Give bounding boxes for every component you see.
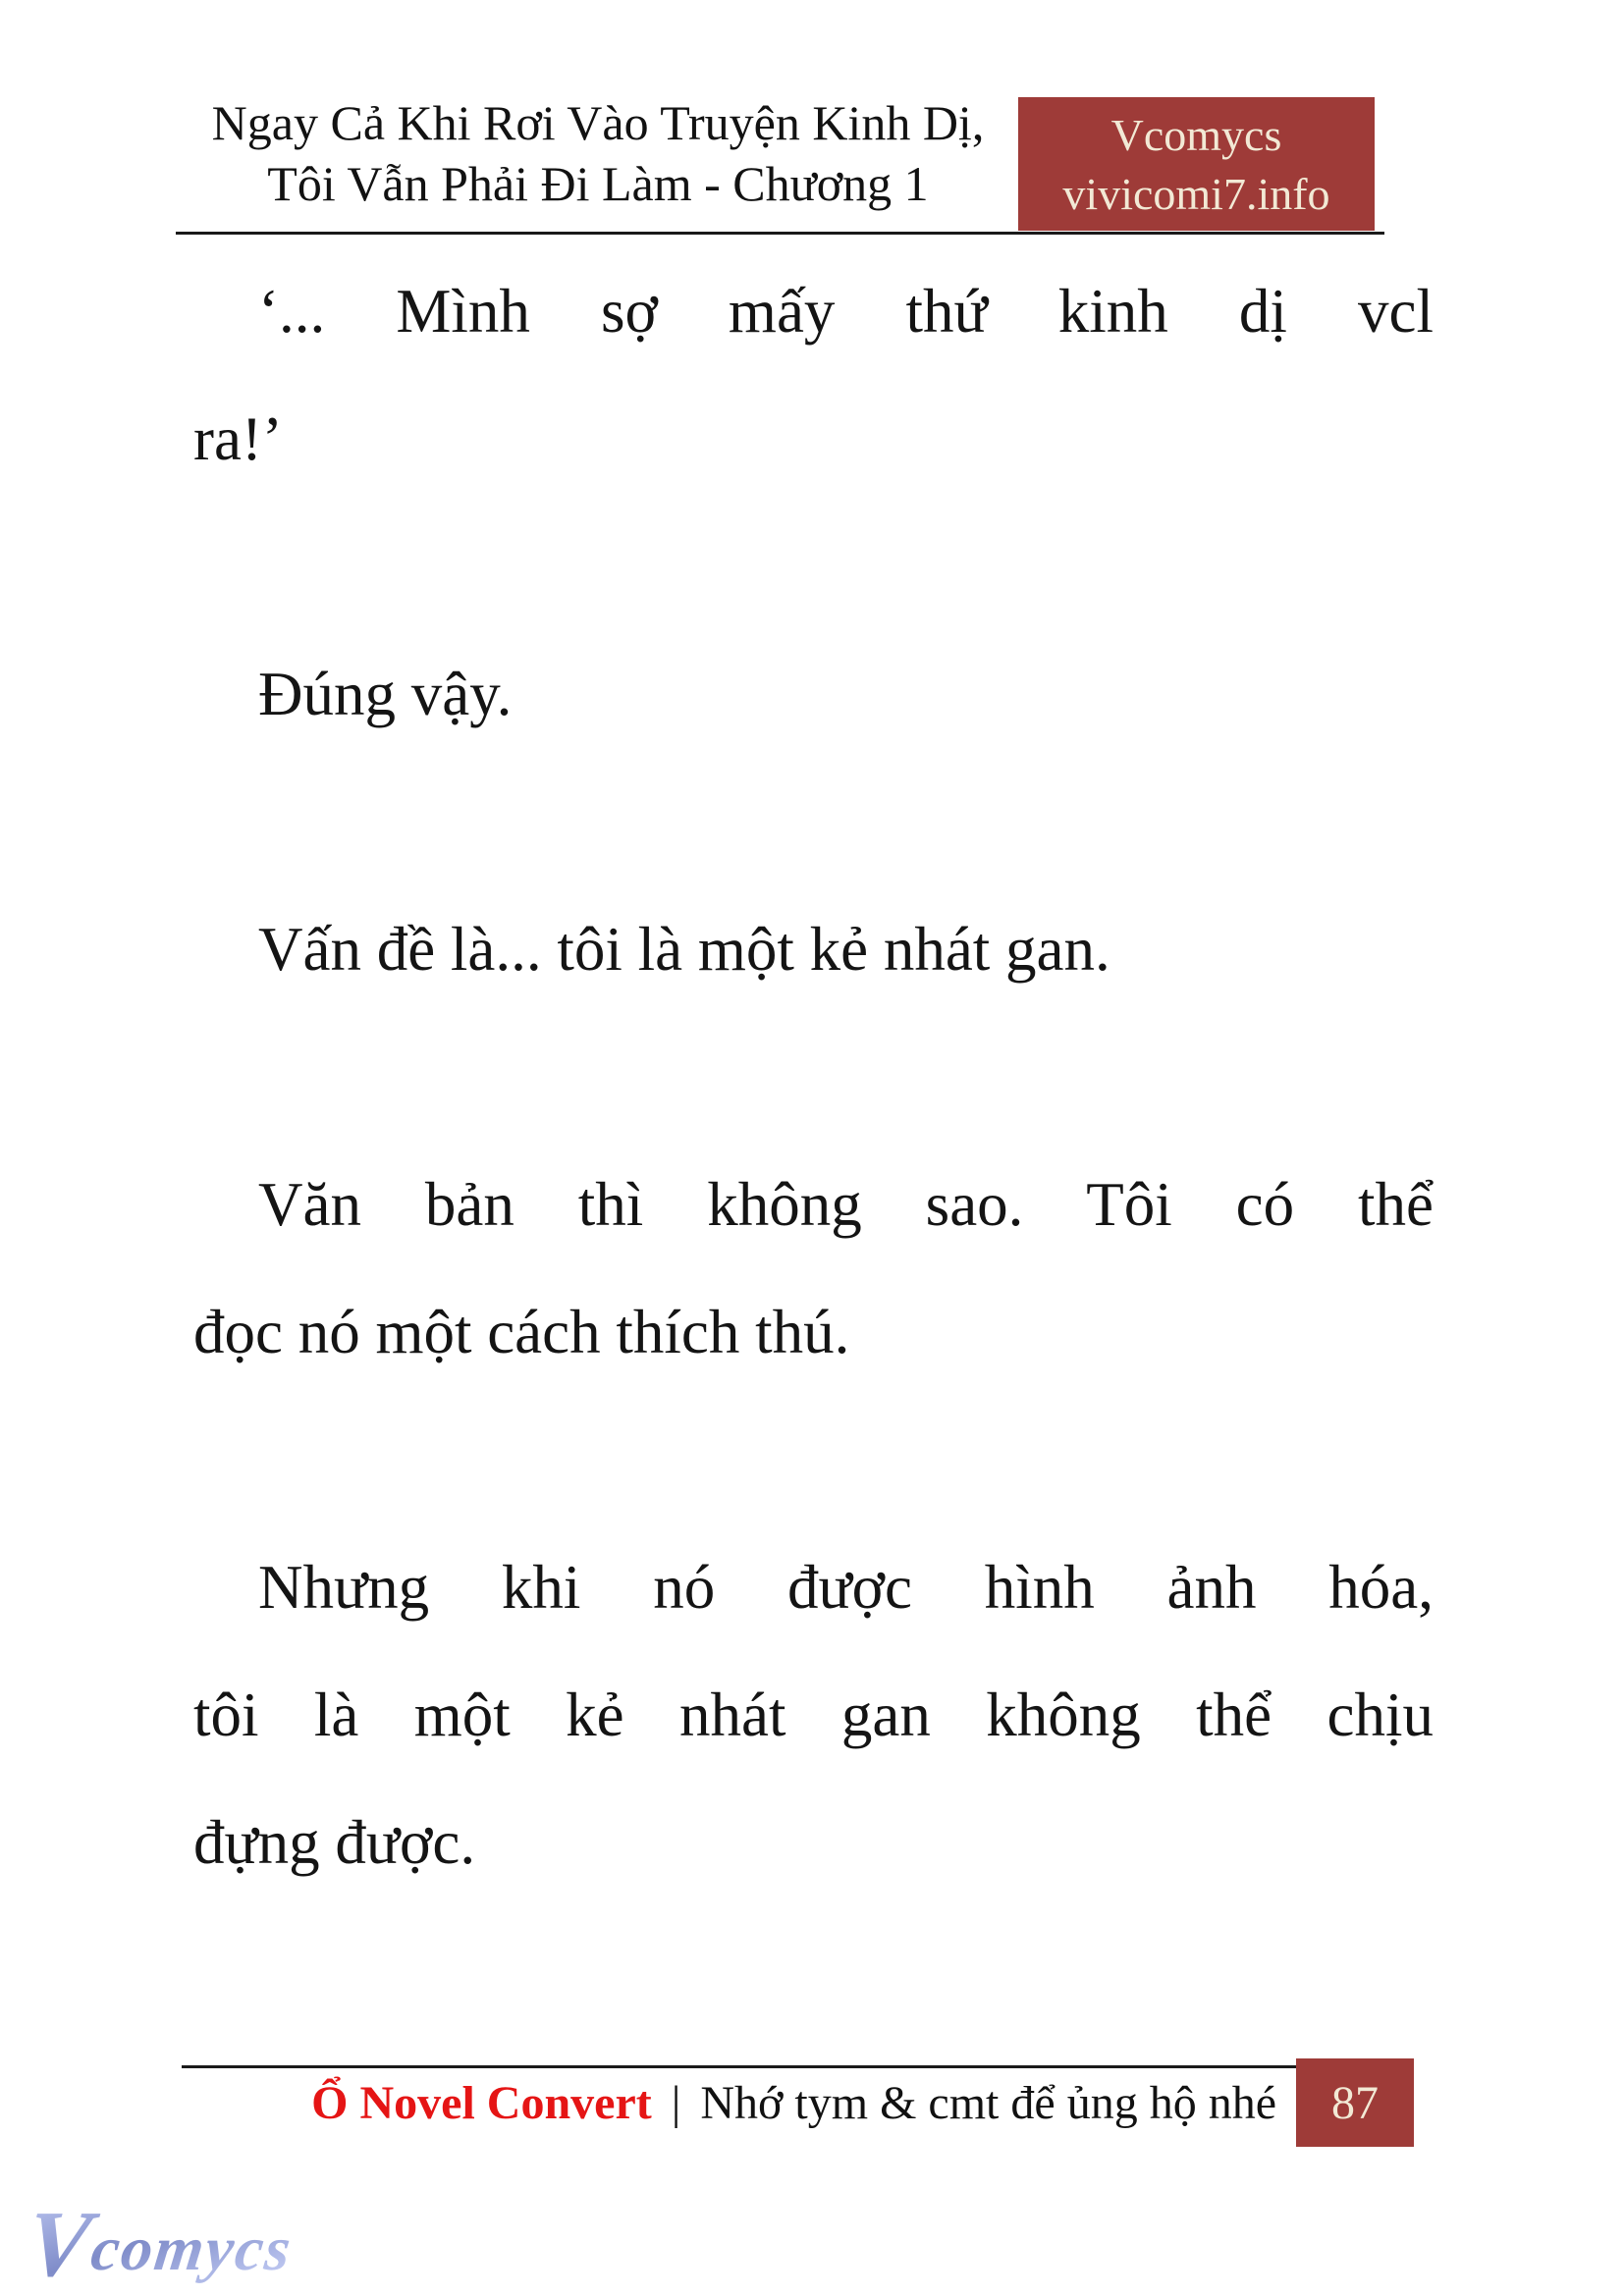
paragraph-line: đựng được. <box>193 1808 476 1877</box>
paragraph-line: ra!’ <box>193 404 283 473</box>
page-number: 87 <box>1331 2076 1379 2129</box>
paragraph <box>193 1523 1434 1906</box>
paragraph-line: ‘... Mình sợ mấy thứ kinh dị vcl <box>258 277 1434 346</box>
translator-badge-site: vivicomi7.info <box>1062 169 1330 219</box>
page-number-badge <box>1296 2058 1414 2147</box>
footer <box>182 2058 1414 2147</box>
paragraph-line: Nhưng khi nó được hình ảnh hóa, <box>258 1553 1434 1622</box>
translator-badge-name: Vcomycs <box>1110 110 1282 160</box>
page-title-line2: Tôi Vẫn Phải Đi Làm - Chương 1 <box>267 156 929 211</box>
page-body <box>193 247 1434 2034</box>
paragraph-line: Vấn đề là... tôi là một kẻ nhát gan. <box>258 915 1110 984</box>
logo-rest: comycs <box>87 2214 297 2283</box>
footer-brand: Ổ Novel Convert <box>311 2076 652 2129</box>
paragraph <box>193 1141 1434 1396</box>
logo-initial: V <box>21 2191 99 2296</box>
footer-note: Nhớ tym & cmt để ủng hộ nhé <box>700 2076 1276 2129</box>
vcomycs-watermark-logo <box>21 2191 298 2296</box>
translator-badge <box>1018 97 1375 231</box>
footer-separator: | <box>671 2076 681 2129</box>
paragraph-line: Văn bản thì không sao. Tôi có thể <box>258 1170 1434 1239</box>
paragraph-line: Đúng vậy. <box>258 660 513 728</box>
page-title <box>177 92 1019 214</box>
page-title-line1: Ngay Cả Khi Rơi Vào Truyện Kinh Dị, <box>211 95 985 150</box>
paragraph-line: đọc nó một cách thích thú. <box>193 1298 850 1366</box>
paragraph <box>193 630 1434 758</box>
header-divider <box>176 232 1384 235</box>
paragraph <box>193 247 1434 503</box>
paragraph-line: tôi là một kẻ nhát gan không thể chịu <box>193 1681 1434 1749</box>
paragraph <box>193 885 1434 1013</box>
